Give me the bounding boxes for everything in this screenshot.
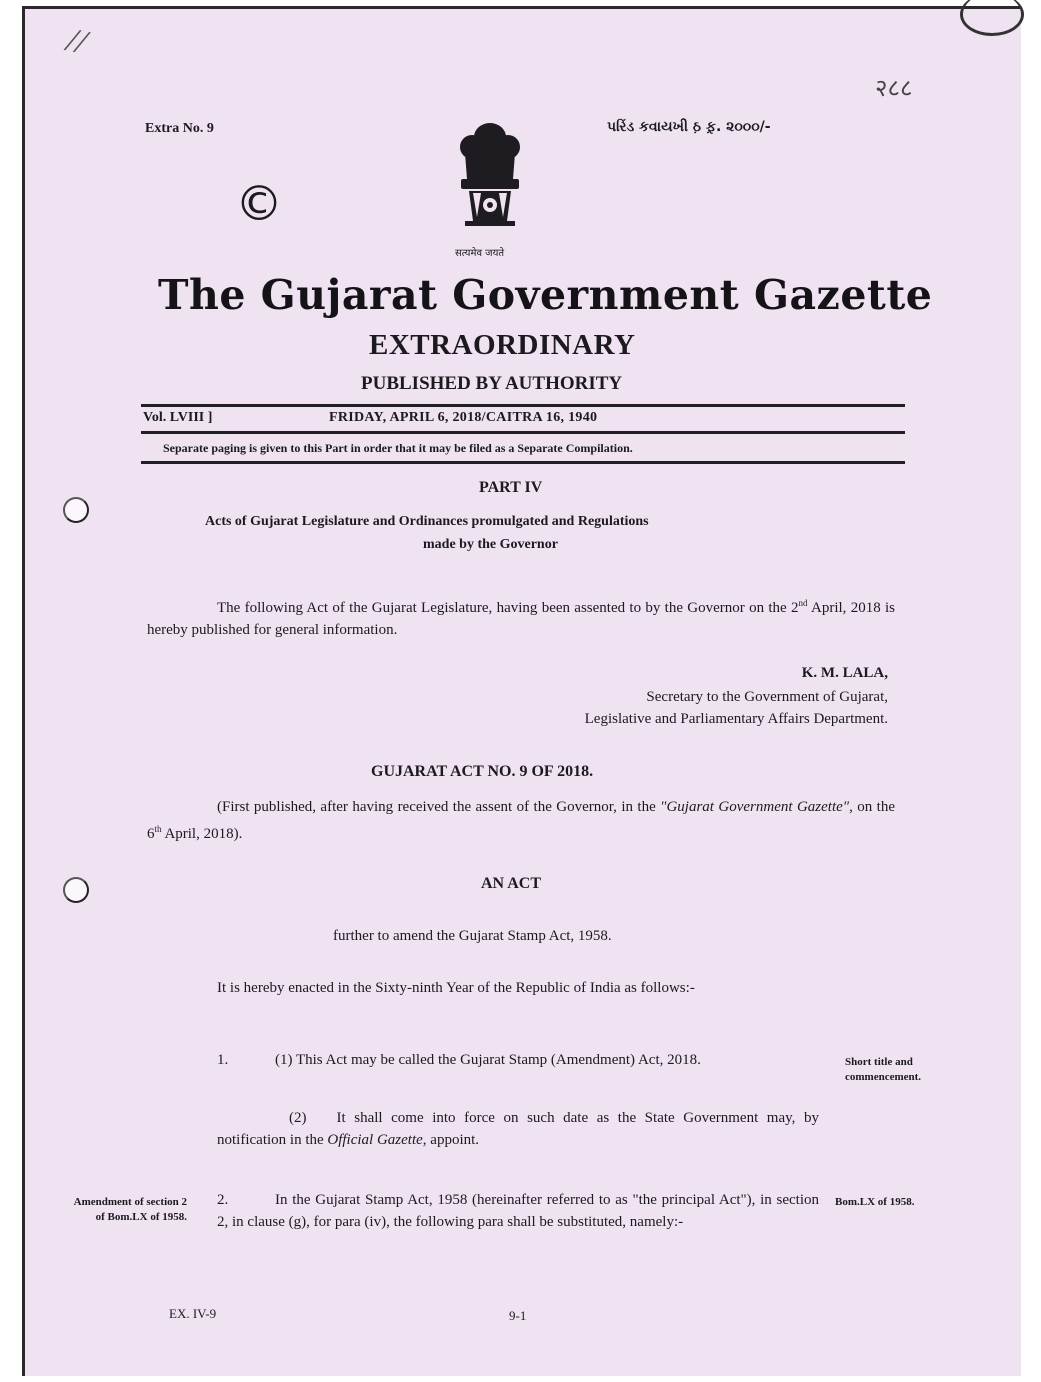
- emblem-motto: सत्यमेव जयते: [455, 248, 505, 259]
- an-act-heading: AN ACT: [481, 875, 542, 892]
- copyright-symbol: ©: [235, 176, 283, 232]
- section-2-right-margin-note: Bom.LX of 1958.: [835, 1196, 915, 1208]
- volume-number: Vol. LVIII ]: [143, 410, 213, 425]
- publication-notice: The following Act of the Gujarat Legislature, having been assented to by the Governor on the 2nd April, 2018 is hereby published for general information.: [147, 598, 895, 638]
- signatory-name: K. M. LALA,: [801, 665, 888, 681]
- extra-number: Extra No. 9: [145, 121, 214, 136]
- signatory-title-1: Secretary to the Government of Gujarat,: [646, 689, 888, 705]
- section-2-text: In the Gujarat Stamp Act, 1958 (hereinafter referred to as "the principal Act"), in section 2, in clause (g), for para (iv), the following para shall be substituted, namely:-: [217, 1192, 819, 1230]
- published-by-authority: PUBLISHED BY AUTHORITY: [361, 373, 623, 394]
- section-1-number: 1.: [217, 1052, 229, 1068]
- footer-left-code: EX. IV-9: [169, 1306, 217, 1321]
- punch-hole-top: [63, 497, 89, 523]
- section-1-2-text: (2) It shall come into force on such date as the State Government may, by notification in the Official Gazette, appoint.: [217, 1110, 819, 1148]
- section-2-number: 2.: [217, 1192, 229, 1208]
- footer-page-number: 9-1: [509, 1308, 527, 1323]
- act-heading: GUJARAT ACT NO. 9 OF 2018.: [371, 763, 594, 780]
- act-purpose: further to amend the Gujarat Stamp Act, 1958.: [333, 928, 612, 944]
- gujarati-price: પરિંડ કવાયખી ઠ઼ ફ઼. ૨૦૦૦/-: [607, 119, 771, 135]
- corner-stamp: [960, 0, 1024, 36]
- enacting-clause: It is hereby enacted in the Sixty-ninth Year of the Republic of India as follows:-: [217, 980, 695, 996]
- part-heading: PART IV: [479, 479, 543, 496]
- part-description-line2: made by the Governor: [423, 537, 558, 552]
- section-1-text: (1) This Act may be called the Gujarat Stamp (Amendment) Act, 2018.: [275, 1052, 701, 1068]
- part-description-line1: Acts of Gujarat Legislature and Ordinances promulgated and Regulations: [205, 514, 649, 529]
- separate-paging-note: Separate paging is given to this Part in order that it may be filed as a Separate Compilation.: [163, 441, 633, 455]
- issue-date: FRIDAY, APRIL 6, 2018/CAITRA 16, 1940: [329, 410, 598, 425]
- header-rule-bottom: [141, 461, 905, 464]
- handwritten-number: २८८: [875, 74, 913, 102]
- national-emblem-icon: [447, 117, 533, 245]
- punch-hole-bottom: [63, 877, 89, 903]
- header-rule-top: [141, 404, 905, 407]
- gazette-subtitle: EXTRAORDINARY: [369, 329, 636, 361]
- header-rule-mid: [141, 431, 905, 434]
- gazette-page: [22, 6, 1021, 1376]
- corner-mark: //: [63, 21, 90, 62]
- section-1-margin-note: Short title and commencement.: [845, 1056, 922, 1083]
- gazette-title: The Gujarat Government Gazette: [158, 271, 933, 319]
- section-2-left-margin-note: Amendment of section 2 of Bom.LX of 1958.: [73, 1196, 187, 1223]
- act-publication-note: (First published, after having received the assent of the Governor, in the "Gujarat Government Gazette", on the 6th April, 2018).: [147, 799, 895, 842]
- signatory-title-2: Legislative and Parliamentary Affairs Department.: [584, 711, 888, 727]
